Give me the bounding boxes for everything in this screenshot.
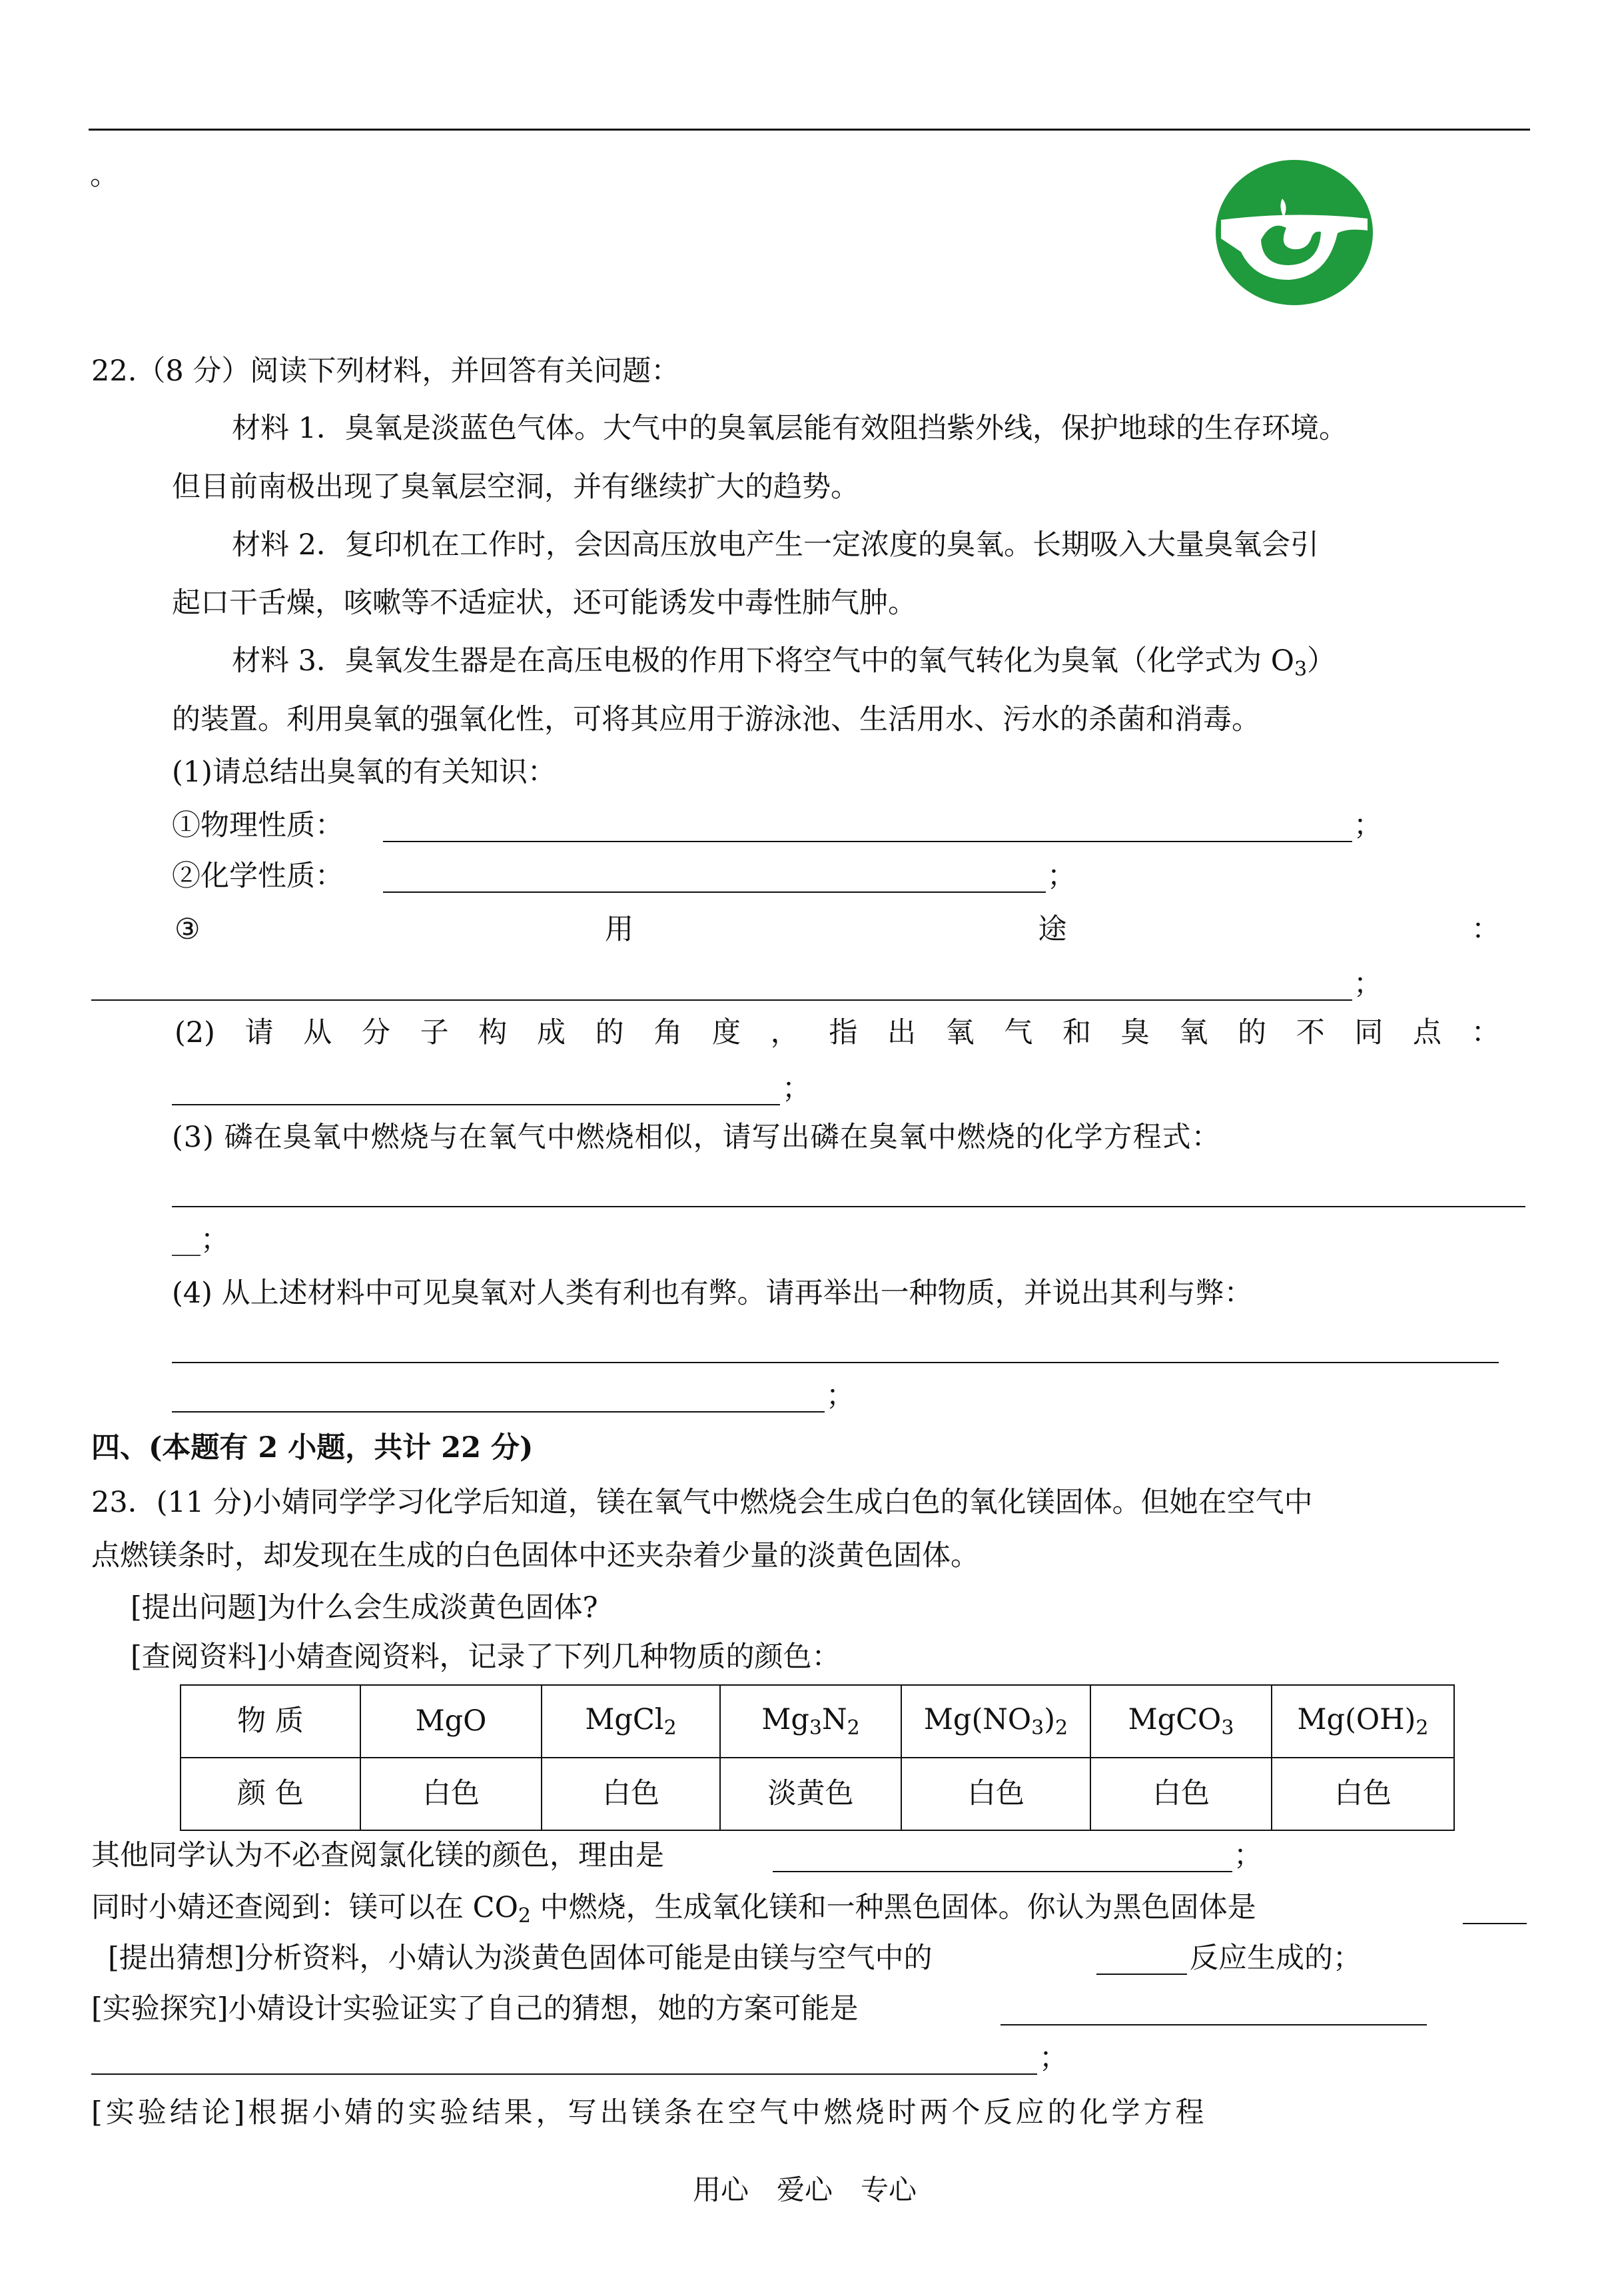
semicolon: ； bbox=[1354, 809, 1382, 842]
p2-char: (2) bbox=[175, 1016, 215, 1049]
p2-char: 构 bbox=[478, 1016, 508, 1049]
table-cell bbox=[1090, 1685, 1272, 1758]
q23-line2: 点燃镁条时，却发现在生成的白色固体中还夹杂着少量的淡黄色固体。 bbox=[91, 1539, 979, 1572]
q22-part3: (3) 磷在臭氧中燃烧与在氧气中燃烧相似，请写出磷在臭氧中燃烧的化学方程式： bbox=[172, 1121, 1221, 1154]
formula: Mg bbox=[761, 1702, 809, 1736]
usage-char-1: 用 bbox=[605, 913, 634, 946]
reason-blank[interactable] bbox=[773, 1871, 1232, 1872]
material3-text: 材料 3．臭氧发生器是在高压电极的作用下将空气中的氧气转化为臭氧（化学式为 O bbox=[232, 644, 1294, 678]
formula-subscript: 2 bbox=[663, 1716, 677, 1740]
p2-char: 点 bbox=[1413, 1016, 1442, 1049]
top-mark: 。 bbox=[90, 159, 119, 192]
p2-char: 气 bbox=[1004, 1016, 1033, 1049]
table-cell bbox=[720, 1685, 901, 1758]
research-intro: [查阅资料]小婧查阅资料，记录了下列几种物质的颜色： bbox=[131, 1640, 841, 1674]
q23-line1: 23．(11 分)小婧同学学习化学后知道，镁在氧气中燃烧会生成白色的氧化镁固体。但她在空气中 bbox=[91, 1486, 1313, 1519]
p2-char: 和 bbox=[1062, 1016, 1091, 1049]
conclusion-label: [实验结论]根据小婧的实验结果，写出镁条在空气中燃烧时两个反应的化学方程 bbox=[91, 2096, 1208, 2129]
material3-close: ） bbox=[1307, 644, 1336, 678]
table-header-cell: 物 质 bbox=[181, 1685, 360, 1758]
table-cell: 白色 bbox=[542, 1758, 720, 1830]
formula: MgO bbox=[415, 1704, 487, 1738]
co2-text-post: 中燃烧，生成氧化镁和一种黑色固体。你认为黑色固体是 bbox=[530, 1891, 1256, 1924]
black-solid-blank[interactable] bbox=[1463, 1923, 1527, 1924]
usage-num: ③ bbox=[175, 913, 201, 946]
p2-char: 子 bbox=[420, 1016, 449, 1049]
table-cell bbox=[542, 1685, 720, 1758]
co2-text: 同时小婧还查阅到：镁可以在 CO bbox=[91, 1891, 518, 1924]
hypothesis-blank[interactable] bbox=[1096, 1974, 1187, 1975]
p2-char: 角 bbox=[653, 1016, 683, 1049]
molecule-difference-blank[interactable] bbox=[172, 1104, 780, 1105]
table-cell: 白色 bbox=[901, 1758, 1090, 1830]
material3-line2: 的装置。利用臭氧的强氧化性，可将其应用于游泳池、生活用水、污水的杀菌和消毒。 bbox=[172, 703, 1260, 736]
ozone-subscript: 3 bbox=[1294, 658, 1308, 681]
p2-char: 指 bbox=[829, 1016, 858, 1049]
section-heading: 四、(本题有 2 小题，共计 22 分) bbox=[91, 1431, 534, 1464]
formula-subscript: 2 bbox=[1055, 1716, 1068, 1740]
formula-subscript: 2 bbox=[1415, 1716, 1429, 1740]
header-rule bbox=[89, 129, 1530, 131]
semicolon: ； bbox=[1234, 1839, 1262, 1872]
co2-line bbox=[91, 1891, 1256, 1928]
material1-line2: 但目前南极出现了臭氧层空洞，并有继续扩大的趋势。 bbox=[172, 470, 859, 504]
table-header-cell: 颜 色 bbox=[181, 1758, 360, 1830]
material2-line1: 材料 2．复印机在工作时，会因高压放电产生一定浓度的臭氧。长期吸入大量臭氧会引 bbox=[232, 528, 1320, 562]
p2-char: ， bbox=[770, 1016, 799, 1049]
p2-char: 分 bbox=[361, 1016, 390, 1049]
p2-char: 不 bbox=[1296, 1016, 1325, 1049]
p2-char: 氧 bbox=[945, 1016, 975, 1049]
table-cell: 白色 bbox=[1090, 1758, 1272, 1830]
formula: N bbox=[821, 1702, 847, 1736]
formula: MgCl bbox=[585, 1702, 664, 1736]
hypothesis-end: 反应生成的； bbox=[1190, 1942, 1362, 1975]
formula: Mg(NO bbox=[923, 1702, 1032, 1736]
chemical-property-label: ②化学性质： bbox=[172, 860, 344, 893]
table-cell bbox=[1272, 1685, 1454, 1758]
logo-icon bbox=[1214, 159, 1374, 306]
table-row bbox=[181, 1758, 1454, 1830]
footer-motto: 用心 爱心 专心 bbox=[693, 2173, 917, 2206]
table-row bbox=[181, 1685, 1454, 1758]
semicolon: ； bbox=[1354, 967, 1382, 1001]
semicolon: ； bbox=[782, 1072, 811, 1105]
formula: MgCO bbox=[1128, 1702, 1222, 1736]
p2-char: 的 bbox=[595, 1016, 624, 1049]
p2-char: 请 bbox=[244, 1016, 274, 1049]
p2-char: 的 bbox=[1238, 1016, 1267, 1049]
q22-heading: 22.（8 分）阅读下列材料，并回答有关问题： bbox=[91, 354, 680, 388]
q22-part4: (4) 从上述材料中可见臭氧对人类有利也有弊。请再举出一种物质，并说出其利与弊： bbox=[172, 1277, 1253, 1310]
p2-char: 从 bbox=[303, 1016, 332, 1049]
reason-label: 其他同学认为不必查阅氯化镁的颜色，理由是 bbox=[91, 1839, 664, 1872]
experiment-blank-2[interactable] bbox=[91, 2073, 1037, 2075]
formula-subscript: 3 bbox=[1221, 1716, 1234, 1740]
formula-subscript: 2 bbox=[847, 1716, 860, 1740]
hypothesis-label: [提出猜想]分析资料，小婧认为淡黄色固体可能是由镁与空气中的 bbox=[108, 1942, 933, 1975]
p2-char: 同 bbox=[1354, 1016, 1384, 1049]
material1-line1: 材料 1．臭氧是淡蓝色气体。大气中的臭氧层能有效阻挡紫外线，保护地球的生存环境。 bbox=[232, 412, 1348, 445]
chemical-property-blank[interactable] bbox=[383, 891, 1046, 893]
table-cell bbox=[360, 1685, 542, 1758]
formula-subscript: 3 bbox=[1031, 1716, 1044, 1740]
usage-colon: ： bbox=[1471, 913, 1500, 946]
raise-question: [提出问题]为什么会生成淡黄色固体? bbox=[131, 1591, 598, 1624]
p2-char: 度 bbox=[711, 1016, 741, 1049]
usage-blank[interactable] bbox=[91, 999, 1352, 1001]
usage-label bbox=[175, 913, 1500, 947]
semicolon: ； bbox=[826, 1379, 855, 1413]
pros-cons-blank-1[interactable] bbox=[172, 1362, 1499, 1363]
material3-line1 bbox=[232, 644, 1336, 682]
co2-subscript: 2 bbox=[518, 1904, 531, 1928]
semicolon: ； bbox=[1039, 2041, 1068, 2075]
p2-char: 氧 bbox=[1179, 1016, 1208, 1049]
experiment-label: [实验探究]小婧设计实验证实了自己的猜想，她的方案可能是 bbox=[91, 1992, 859, 2025]
table-cell bbox=[901, 1685, 1090, 1758]
p2-char: 成 bbox=[536, 1016, 566, 1049]
p2-char: ： bbox=[1471, 1016, 1500, 1049]
p2-char: 出 bbox=[887, 1016, 916, 1049]
pros-cons-blank-2[interactable] bbox=[172, 1411, 825, 1413]
material2-line2: 起口干舌燥，咳嗽等不适症状，还可能诱发中毒性肺气肿。 bbox=[172, 586, 917, 620]
q22-part1: (1)请总结出臭氧的有关知识： bbox=[172, 756, 556, 789]
table-cell: 白色 bbox=[360, 1758, 542, 1830]
table-cell: 白色 bbox=[1272, 1758, 1454, 1830]
p2-char: 臭 bbox=[1120, 1016, 1150, 1049]
q22-part2 bbox=[175, 1016, 1500, 1051]
substance-color-table bbox=[180, 1684, 1455, 1831]
physical-property-blank[interactable] bbox=[383, 841, 1352, 842]
experiment-blank-1[interactable] bbox=[1001, 2024, 1427, 2025]
equation-end: __； bbox=[172, 1223, 229, 1257]
physical-property-label: ①物理性质： bbox=[172, 809, 344, 842]
equation-blank[interactable] bbox=[172, 1206, 1525, 1207]
formula: ) bbox=[1044, 1702, 1055, 1736]
table-cell: 淡黄色 bbox=[720, 1758, 901, 1830]
usage-char-2: 途 bbox=[1038, 913, 1067, 946]
semicolon: ； bbox=[1047, 860, 1076, 893]
formula: Mg(OH) bbox=[1297, 1702, 1416, 1736]
formula-subscript: 3 bbox=[809, 1716, 822, 1740]
